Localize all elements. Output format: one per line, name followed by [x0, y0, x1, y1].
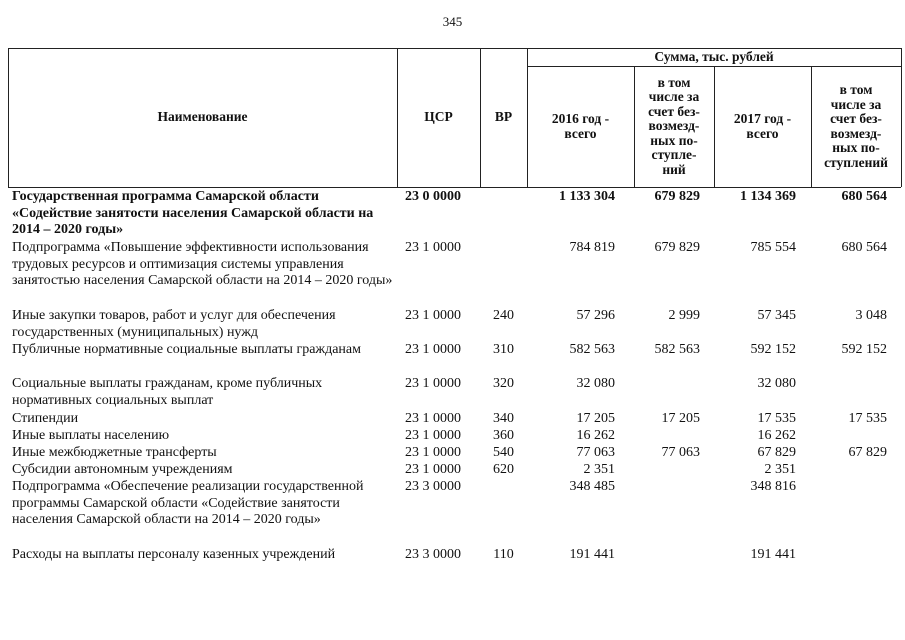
row-5-v2016: 32 080 — [576, 376, 615, 391]
row-9-vr: 620 — [493, 462, 514, 477]
row-4-v2017: 592 152 — [750, 342, 796, 357]
page-number: 345 — [442, 14, 463, 29]
row-3-vr: 240 — [493, 308, 514, 323]
header-vr: ВР — [494, 109, 513, 125]
row-11-name: Расходы на выплаты персоналу казенных учреждений — [12, 547, 336, 562]
row-4-vr: 310 — [493, 342, 514, 357]
row-2-csr: 23 1 0000 — [405, 240, 461, 255]
row-3-v2016: 57 296 — [576, 308, 615, 323]
row-1-name: Государственная программа Самарской области «Содействие занятости населения Самарской области на 2014 – 2020 годы» — [12, 189, 374, 237]
col-border-right — [901, 48, 902, 187]
row-6-name: Стипендии — [12, 411, 79, 426]
row-8-f2017: 67 829 — [848, 445, 887, 460]
row-4-f2016: 582 563 — [654, 342, 700, 357]
row-10-v2016: 348 485 — [569, 479, 615, 494]
header-2016-free: в том числе за счет без- возмезд- ных по- ступле- ний — [648, 74, 700, 177]
row-7-csr: 23 1 0000 — [405, 428, 461, 443]
row-2-name: Подпрограмма «Повышение эффективности использования трудовых ресурсов и оптимизация системы управления занятостью населения Самарской области на 2014 – 2020 годы» — [12, 240, 393, 288]
row-5-csr: 23 1 0000 — [405, 376, 461, 391]
row-5-name: Социальные выплаты гражданам, кроме публичных нормативных социальных выплат — [12, 376, 323, 408]
row-7-name: Иные выплаты населению — [12, 428, 170, 443]
header-2016-total: 2016 год - всего — [551, 111, 610, 141]
row-7-vr: 360 — [493, 428, 514, 443]
row-11-csr: 23 3 0000 — [405, 547, 461, 562]
row-6-vr: 340 — [493, 411, 514, 426]
row-3-v2017: 57 345 — [757, 308, 796, 323]
row-4-v2016: 582 563 — [569, 342, 615, 357]
row-9-csr: 23 1 0000 — [405, 462, 461, 477]
row-9-v2017: 2 351 — [764, 462, 796, 477]
row-1-f2017: 680 564 — [841, 189, 887, 204]
header-csr: ЦСР — [424, 109, 453, 125]
row-4-f2017: 592 152 — [841, 342, 887, 357]
row-6-csr: 23 1 0000 — [405, 411, 461, 426]
row-4-name: Публичные нормативные социальные выплаты гражданам — [12, 342, 361, 357]
header-bottom-border — [8, 187, 901, 188]
row-8-v2017: 67 829 — [757, 445, 796, 460]
row-10-csr: 23 3 0000 — [405, 479, 461, 494]
header-2017-free: в том числе за счет без- возмезд- ных по- ступлений — [824, 82, 888, 170]
header-sum-group: Сумма, тыс. рублей — [654, 48, 774, 64]
row-1-f2016: 679 829 — [654, 189, 700, 204]
row-4-csr: 23 1 0000 — [405, 342, 461, 357]
row-11-v2016: 191 441 — [569, 547, 615, 562]
row-10-v2017: 348 816 — [750, 479, 796, 494]
row-3-name: Иные закупки товаров, работ и услуг для обеспечения государственных (муниципальных) нужд — [12, 308, 336, 340]
row-8-csr: 23 1 0000 — [405, 445, 461, 460]
row-8-name: Иные межбюджетные трансферты — [12, 445, 217, 460]
row-7-v2016: 16 262 — [576, 428, 615, 443]
row-10-name: Подпрограмма «Обеспечение реализации государственной программы Самарской области «Содействие занятости населения Самарской области на 2014 – 2020 годы» — [12, 479, 364, 527]
row-9-v2016: 2 351 — [583, 462, 615, 477]
row-8-f2016: 77 063 — [661, 445, 700, 460]
row-7-v2017: 16 262 — [757, 428, 796, 443]
header-name: Наименование — [157, 109, 248, 125]
row-11-vr: 110 — [493, 547, 514, 562]
row-6-f2017: 17 535 — [848, 411, 887, 426]
header-2017-total: 2017 год - всего — [733, 111, 792, 141]
row-3-f2017: 3 048 — [855, 308, 887, 323]
row-2-f2016: 679 829 — [654, 240, 700, 255]
row-6-v2017: 17 535 — [757, 411, 796, 426]
row-8-v2016: 77 063 — [576, 445, 615, 460]
row-2-f2017: 680 564 — [841, 240, 887, 255]
row-3-csr: 23 1 0000 — [405, 308, 461, 323]
row-9-name: Субсидии автономным учреждениям — [12, 462, 233, 477]
row-11-v2017: 191 441 — [750, 547, 796, 562]
row-6-f2016: 17 205 — [661, 411, 700, 426]
row-2-v2017: 785 554 — [750, 240, 796, 255]
row-1-v2016: 1 133 304 — [559, 189, 615, 204]
row-1-v2017: 1 134 369 — [740, 189, 796, 204]
row-5-v2017: 32 080 — [757, 376, 796, 391]
row-8-vr: 540 — [493, 445, 514, 460]
row-2-v2016: 784 819 — [569, 240, 615, 255]
row-5-vr: 320 — [493, 376, 514, 391]
row-1-csr: 23 0 0000 — [405, 189, 461, 204]
row-3-f2016: 2 999 — [668, 308, 700, 323]
row-6-v2016: 17 205 — [576, 411, 615, 426]
